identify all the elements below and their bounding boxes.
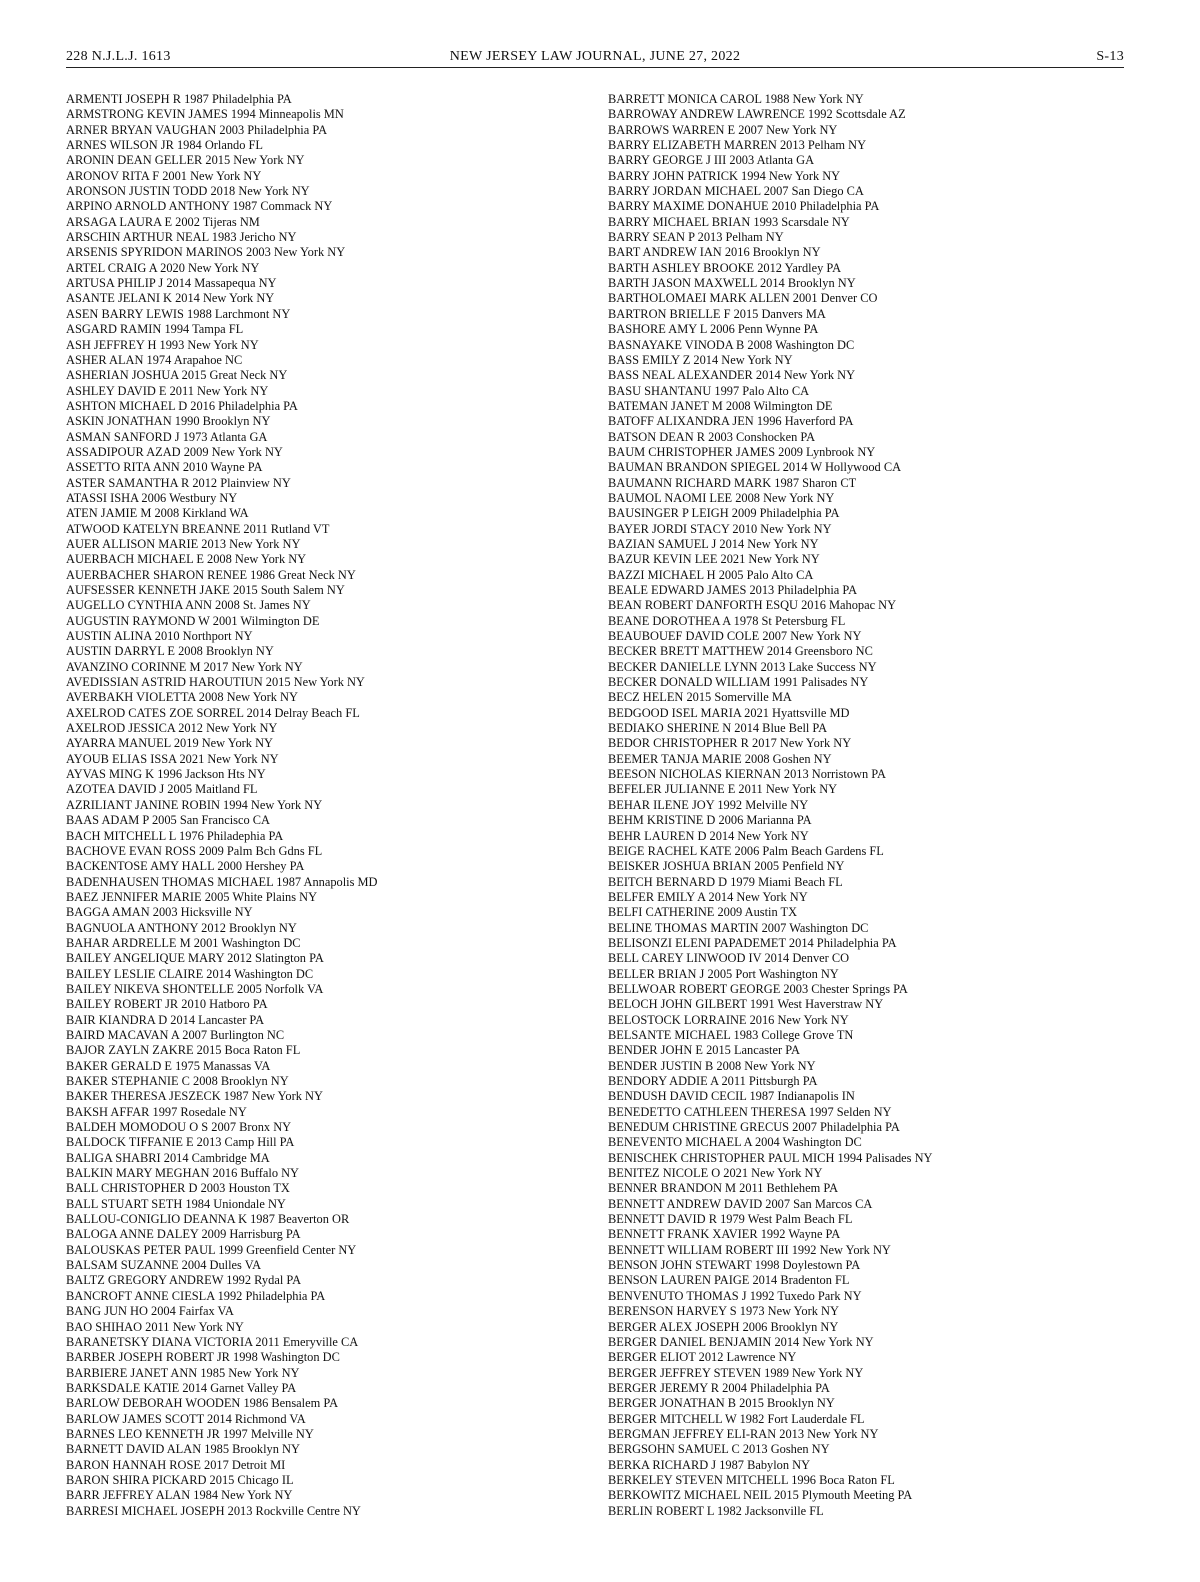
attorney-entry: ASANTE JELANI K 2014 New York NY — [66, 291, 275, 306]
attorney-entry: BARRY MICHAEL BRIAN 1993 Scarsdale NY — [608, 214, 850, 229]
attorney-entry: ARONIN DEAN GELLER 2015 New York NY — [66, 153, 305, 168]
attorney-entry: BENSON LAUREN PAIGE 2014 Bradenton FL — [608, 1273, 850, 1288]
attorney-entry: AUGELLO CYNTHIA ANN 2008 St. James NY — [66, 598, 311, 613]
attorney-entry: BAZUR KEVIN LEE 2021 New York NY — [608, 552, 820, 567]
attorney-entry: BAUMOL NAOMI LEE 2008 New York NY — [608, 490, 835, 505]
attorney-entry: BEISKER JOSHUA BRIAN 2005 Penfield NY — [608, 859, 845, 874]
attorney-entry: BELLER BRIAN J 2005 Port Washington NY — [608, 966, 839, 981]
attorney-entry: BAEZ JENNIFER MARIE 2005 White Plains NY — [66, 889, 318, 904]
attorney-entry: BARROWAY ANDREW LAWRENCE 1992 Scottsdale AZ — [608, 107, 906, 122]
attorney-entry: BECKER BRETT MATTHEW 2014 Greensboro NC — [608, 644, 873, 659]
attorney-entry: AYARRA MANUEL 2019 New York NY — [66, 736, 273, 751]
attorney-entry: BAILEY LESLIE CLAIRE 2014 Washington DC — [66, 966, 314, 981]
attorney-entry: BAILEY ROBERT JR 2010 Hatboro PA — [66, 997, 268, 1012]
attorney-entry: BARRY JOHN PATRICK 1994 New York NY — [608, 168, 841, 183]
attorney-entry: BAKER STEPHANIE C 2008 Brooklyn NY — [66, 1074, 289, 1088]
attorney-entry: BERKA RICHARD J 1987 Babylon NY — [608, 1457, 811, 1472]
attorney-entry: BENDER JUSTIN B 2008 New York NY — [608, 1058, 816, 1073]
attorney-entry: BENEDUM CHRISTINE GRECUS 2007 Philadelphia PA — [608, 1120, 900, 1135]
page-header — [66, 49, 1124, 68]
attorney-entry: ARONOV RITA F 2001 New York NY — [66, 168, 262, 183]
attorney-entry: ARTUSA PHILIP J 2014 Massapequa NY — [66, 276, 277, 291]
attorney-entry: BAYER JORDI STACY 2010 New York NY — [608, 521, 832, 536]
attorney-entry: AZRILIANT JANINE ROBIN 1994 New York NY — [66, 797, 323, 812]
attorney-entry: BARON SHIRA PICKARD 2015 Chicago IL — [66, 1472, 294, 1487]
attorney-entry: BAKER GERALD E 1975 Manassas VA — [66, 1058, 271, 1073]
attorney-entry: BANG JUN HO 2004 Fairfax VA — [66, 1304, 234, 1319]
attorney-entry: BELLWOAR ROBERT GEORGE 2003 Chester Springs PA — [608, 981, 908, 996]
attorney-entry: BENEVENTO MICHAEL A 2004 Washington DC — [608, 1135, 862, 1150]
attorney-entry: BARBER JOSEPH ROBERT JR 1998 Washington DC — [66, 1350, 340, 1365]
attorney-entry: BASS NEAL ALEXANDER 2014 New York NY — [608, 368, 856, 383]
attorney-entry: BARTRON BRIELLE F 2015 Danvers MA — [608, 306, 826, 321]
attorney-entry: BAILEY NIKEVA SHONTELLE 2005 Norfolk VA — [66, 981, 324, 996]
attorney-entry: BENNETT DAVID R 1979 West Palm Beach FL — [608, 1212, 853, 1227]
attorney-entry: BAUMANN RICHARD MARK 1987 Sharon CT — [608, 475, 857, 490]
attorney-entry: BEDIAKO SHERINE N 2014 Blue Bell PA — [608, 721, 828, 736]
attorney-entry: BELOSTOCK LORRAINE 2016 New York NY — [608, 1012, 849, 1027]
attorney-entry: ASHERIAN JOSHUA 2015 Great Neck NY — [66, 368, 288, 383]
attorney-entry: BARRY SEAN P 2013 Pelham NY — [608, 230, 784, 245]
attorney-entry: ASSETTO RITA ANN 2010 Wayne PA — [66, 460, 263, 475]
attorney-entry: ASKIN JONATHAN 1990 Brooklyn NY — [66, 414, 271, 429]
attorney-entry: BARRETT MONICA CAROL 1988 New York NY — [608, 92, 864, 106]
attorney-entry: BARTHOLOMAEI MARK ALLEN 2001 Denver CO — [608, 291, 878, 306]
attorney-entry: BALL CHRISTOPHER D 2003 Houston TX — [66, 1181, 290, 1196]
attorney-entry: BENNETT WILLIAM ROBERT III 1992 New York NY — [608, 1242, 891, 1257]
attorney-entry: ATWOOD KATELYN BREANNE 2011 Rutland VT — [66, 521, 330, 536]
attorney-entry: BEEMER TANJA MARIE 2008 Goshen NY — [608, 751, 832, 766]
attorney-entry: AUSTIN DARRYL E 2008 Brooklyn NY — [66, 644, 274, 659]
attorney-entry: BARTH JASON MAXWELL 2014 Brooklyn NY — [608, 276, 856, 291]
attorney-entry: BALSAM SUZANNE 2004 Dulles VA — [66, 1258, 262, 1273]
attorney-entry: BAGGA AMAN 2003 Hicksville NY — [66, 905, 253, 920]
attorney-entry: ARMSTRONG KEVIN JAMES 1994 Minneapolis MN — [66, 107, 344, 122]
attorney-entry: BARRESI MICHAEL JOSEPH 2013 Rockville Centre NY — [66, 1503, 361, 1518]
journal-title: NEW JERSEY LAW JOURNAL, JUNE 27, 2022 — [449, 49, 741, 64]
attorney-entry: BEESON NICHOLAS KIERNAN 2013 Norristown PA — [608, 767, 886, 782]
attorney-entry: BARON HANNAH ROSE 2017 Detroit MI — [66, 1457, 286, 1472]
attorney-entry: BATOFF ALIXANDRA JEN 1996 Haverford PA — [608, 414, 854, 429]
attorney-entry: BADENHAUSEN THOMAS MICHAEL 1987 Annapolis MD — [66, 874, 378, 889]
attorney-entry: BALTZ GREGORY ANDREW 1992 Rydal PA — [66, 1273, 302, 1288]
attorney-entry: BAIRD MACAVAN A 2007 Burlington NC — [66, 1027, 285, 1042]
attorney-entry: AVERBAKH VIOLETTA 2008 New York NY — [66, 690, 298, 705]
attorney-entry: BELOCH JOHN GILBERT 1991 West Haverstraw NY — [608, 997, 884, 1012]
attorney-entry: BAIR KIANDRA D 2014 Lancaster PA — [66, 1012, 265, 1027]
attorney-entry: BENITEZ NICOLE O 2021 New York NY — [608, 1166, 823, 1181]
attorney-entry: BAGNUOLA ANTHONY 2012 Brooklyn NY — [66, 920, 297, 935]
attorney-entry: ARONSON JUSTIN TODD 2018 New York NY — [66, 184, 310, 199]
right-column — [608, 92, 1128, 1519]
attorney-entry: BELINE THOMAS MARTIN 2007 Washington DC — [608, 920, 869, 935]
attorney-entry: AVEDISSIAN ASTRID HAROUTIUN 2015 New York NY — [66, 675, 365, 690]
attorney-entry: BARLOW JAMES SCOTT 2014 Richmond VA — [66, 1411, 306, 1426]
attorney-entry: ARPINO ARNOLD ANTHONY 1987 Commack NY — [66, 199, 333, 214]
attorney-entry: BERGER JEFFREY STEVEN 1989 New York NY — [608, 1365, 864, 1380]
attorney-entry: BALIGA SHABRI 2014 Cambridge MA — [66, 1150, 270, 1165]
attorney-entry: BERGER ALEX JOSEPH 2006 Brooklyn NY — [608, 1319, 839, 1334]
attorney-entry: BERKELEY STEVEN MITCHELL 1996 Boca Raton FL — [608, 1472, 895, 1487]
page-number: S-13 — [1096, 49, 1124, 64]
attorney-entry: BASNAYAKE VINODA B 2008 Washington DC — [608, 337, 855, 352]
attorney-entry: BATEMAN JANET M 2008 Wilmington DE — [608, 398, 833, 413]
attorney-entry: BALOGA ANNE DALEY 2009 Harrisburg PA — [66, 1227, 301, 1242]
attorney-entry: BEAN ROBERT DANFORTH ESQU 2016 Mahopac NY — [608, 598, 897, 613]
attorney-entry: BEDGOOD ISEL MARIA 2021 Hyattsville MD — [608, 705, 850, 720]
attorney-entry: BALKIN MARY MEGHAN 2016 Buffalo NY — [66, 1166, 300, 1181]
attorney-entry: AYOUB ELIAS ISSA 2021 New York NY — [66, 751, 279, 766]
attorney-entry: BENDER JOHN E 2015 Lancaster PA — [608, 1043, 800, 1058]
attorney-entry: ASMAN SANFORD J 1973 Atlanta GA — [66, 429, 268, 444]
attorney-entry: BERENSON HARVEY S 1973 New York NY — [608, 1304, 839, 1319]
attorney-entry: BAUMAN BRANDON SPIEGEL 2014 W Hollywood CA — [608, 460, 902, 475]
attorney-entry: ASHER ALAN 1974 Arapahoe NC — [66, 352, 243, 367]
attorney-entry: BALL STUART SETH 1984 Uniondale NY — [66, 1196, 286, 1211]
attorney-entry: BALLOU-CONIGLIO DEANNA K 1987 Beaverton OR — [66, 1212, 350, 1227]
attorney-entry: BASS EMILY Z 2014 New York NY — [608, 352, 793, 367]
attorney-entry: BEANE DOROTHEA A 1978 St Petersburg FL — [608, 613, 846, 628]
attorney-entry: BAJOR ZAYLN ZAKRE 2015 Boca Raton FL — [66, 1043, 301, 1058]
attorney-entry: BAKSH AFFAR 1997 Rosedale NY — [66, 1104, 247, 1119]
attorney-entry: AUER ALLISON MARIE 2013 New York NY — [66, 536, 301, 551]
attorney-entry: BERGER MITCHELL W 1982 Fort Lauderdale FL — [608, 1411, 865, 1426]
attorney-entry: AXELROD JESSICA 2012 New York NY — [66, 721, 278, 736]
attorney-entry: BAKER THERESA JESZECK 1987 New York NY — [66, 1089, 323, 1104]
attorney-entry: BANCROFT ANNE CIESLA 1992 Philadelphia PA — [66, 1288, 326, 1303]
attorney-entry: AUSTIN ALINA 2010 Northport NY — [66, 629, 253, 644]
attorney-entry: BAHAR ARDRELLE M 2001 Washington DC — [66, 935, 301, 950]
attorney-entry: AZOTEA DAVID J 2005 Maitland FL — [66, 782, 258, 797]
attorney-entry: BELSANTE MICHAEL 1983 College Grove TN — [608, 1027, 854, 1042]
attorney-entry: BERGER JONATHAN B 2015 Brooklyn NY — [608, 1396, 835, 1411]
attorney-entry: BEHR LAUREN D 2014 New York NY — [608, 828, 809, 843]
attorney-entry: BEIGE RACHEL KATE 2006 Palm Beach Gardens FL — [608, 843, 884, 858]
attorney-entry: AUERBACH MICHAEL E 2008 New York NY — [66, 552, 307, 567]
attorney-entry: ASH JEFFREY H 1993 New York NY — [66, 337, 259, 352]
attorney-entry: BENISCHEK CHRISTOPHER PAUL MICH 1994 Palisades NY — [608, 1150, 933, 1165]
attorney-entry: BAUM CHRISTOPHER JAMES 2009 Lynbrook NY — [608, 444, 876, 459]
attorney-entry: BARTH ASHLEY BROOKE 2012 Yardley PA — [608, 260, 842, 275]
attorney-entry: AUFSESSER KENNETH JAKE 2015 South Salem NY — [66, 583, 345, 597]
attorney-entry: BAUSINGER P LEIGH 2009 Philadelphia PA — [608, 506, 840, 521]
attorney-entry: BERGER ELIOT 2012 Lawrence NY — [608, 1350, 797, 1365]
attorney-entry: ASHTON MICHAEL D 2016 Philadelphia PA — [66, 398, 298, 413]
attorney-entry: BECKER DONALD WILLIAM 1991 Palisades NY — [608, 675, 869, 690]
attorney-entry: BAAS ADAM P 2005 San Francisco CA — [66, 813, 270, 828]
attorney-entry: BACHOVE EVAN ROSS 2009 Palm Bch Gdns FL — [66, 843, 323, 858]
attorney-entry: BAZIAN SAMUEL J 2014 New York NY — [608, 536, 819, 551]
attorney-entry: ARSAGA LAURA E 2002 Tijeras NM — [66, 214, 260, 229]
attorney-entry: BERLIN ROBERT L 1982 Jacksonville FL — [608, 1503, 824, 1518]
attorney-entry: BENEDETTO CATHLEEN THERESA 1997 Selden NY — [608, 1104, 892, 1119]
attorney-entry: BATSON DEAN R 2003 Conshocken PA — [608, 429, 816, 444]
attorney-entry: BARBIERE JANET ANN 1985 New York NY — [66, 1365, 300, 1380]
attorney-entry: BARKSDALE KATIE 2014 Garnet Valley PA — [66, 1380, 297, 1395]
attorney-entry: ASEN BARRY LEWIS 1988 Larchmont NY — [66, 306, 291, 321]
attorney-entry: ARTEL CRAIG A 2020 New York NY — [66, 260, 260, 275]
attorney-entry: BEHAR ILENE JOY 1992 Melville NY — [608, 797, 809, 812]
attorney-entry: BEITCH BERNARD D 1979 Miami Beach FL — [608, 874, 843, 889]
attorney-entry: BAZZI MICHAEL H 2005 Palo Alto CA — [608, 567, 814, 582]
attorney-entry: BARRY GEORGE J III 2003 Atlanta GA — [608, 153, 815, 168]
attorney-entry: BELFI CATHERINE 2009 Austin TX — [608, 905, 798, 920]
attorney-entry: ASTER SAMANTHA R 2012 Plainview NY — [66, 475, 291, 490]
attorney-entry: BERGER JEREMY R 2004 Philadelphia PA — [608, 1380, 830, 1395]
attorney-entry: BACKENTOSE AMY HALL 2000 Hershey PA — [66, 859, 305, 874]
attorney-entry: BACH MITCHELL L 1976 Philadephia PA — [66, 828, 284, 843]
attorney-entry: BELFER EMILY A 2014 New York NY — [608, 889, 808, 904]
attorney-entry: ARNES WILSON JR 1984 Orlando FL — [66, 138, 263, 153]
attorney-entry: BERGER DANIEL BENJAMIN 2014 New York NY — [608, 1334, 874, 1349]
attorney-entry: BEALE EDWARD JAMES 2013 Philadelphia PA — [608, 583, 858, 597]
attorney-entry: ARSCHIN ARTHUR NEAL 1983 Jericho NY — [66, 230, 297, 245]
attorney-entry: ASSADIPOUR AZAD 2009 New York NY — [66, 444, 283, 459]
attorney-entry: ATEN JAMIE M 2008 Kirkland WA — [66, 506, 249, 521]
attorney-entry: BARR JEFFREY ALAN 1984 New York NY — [66, 1488, 293, 1503]
attorney-entry: BALDOCK TIFFANIE E 2013 Camp Hill PA — [66, 1135, 295, 1150]
attorney-entry: BELISONZI ELENI PAPADEMET 2014 Philadelphia PA — [608, 935, 897, 950]
attorney-entry: BARRY MAXIME DONAHUE 2010 Philadelphia PA — [608, 199, 880, 214]
attorney-entry: AXELROD CATES ZOE SORREL 2014 Delray Beach FL — [66, 705, 360, 720]
attorney-entry: ARSENIS SPYRIDON MARINOS 2003 New York NY — [66, 245, 346, 260]
attorney-entry: ARNER BRYAN VAUGHAN 2003 Philadelphia PA — [66, 122, 328, 137]
attorney-entry: BASU SHANTANU 1997 Palo Alto CA — [608, 383, 810, 398]
attorney-entry: BELL CAREY LINWOOD IV 2014 Denver CO — [608, 951, 850, 966]
attorney-entry: BARROWS WARREN E 2007 New York NY — [608, 122, 838, 137]
attorney-entry: BEFELER JULIANNE E 2011 New York NY — [608, 782, 838, 797]
attorney-entry: BASHORE AMY L 2006 Penn Wynne PA — [608, 322, 819, 337]
attorney-entry: BARANETSKY DIANA VICTORIA 2011 Emeryville CA — [66, 1334, 359, 1349]
attorney-entry: BARRY ELIZABETH MARREN 2013 Pelham NY — [608, 138, 867, 153]
attorney-entry: BARNES LEO KENNETH JR 1997 Melville NY — [66, 1426, 314, 1441]
attorney-entry: BARRY JORDAN MICHAEL 2007 San Diego CA — [608, 184, 864, 199]
attorney-entry: ARMENTI JOSEPH R 1987 Philadelphia PA — [66, 92, 292, 106]
citation: 228 N.J.L.J. 1613 — [66, 49, 171, 64]
attorney-entry: AYVAS MING K 1996 Jackson Hts NY — [66, 767, 266, 782]
attorney-entry: BEHM KRISTINE D 2006 Marianna PA — [608, 813, 812, 828]
attorney-entry: BENDUSH DAVID CECIL 1987 Indianapolis IN — [608, 1089, 855, 1104]
attorney-entry: BENDORY ADDIE A 2011 Pittsburgh PA — [608, 1074, 818, 1088]
attorney-entry: BECKER DANIELLE LYNN 2013 Lake Success NY — [608, 659, 877, 674]
attorney-entry: BART ANDREW IAN 2016 Brooklyn NY — [608, 245, 821, 260]
attorney-entry: ATASSI ISHA 2006 Westbury NY — [66, 490, 238, 505]
attorney-entry: AVANZINO CORINNE M 2017 New York NY — [66, 659, 303, 674]
attorney-entry: BALDEH MOMODOU O S 2007 Bronx NY — [66, 1120, 292, 1135]
attorney-entry: BEDOR CHRISTOPHER R 2017 New York NY — [608, 736, 852, 751]
attorney-entry: BERGMAN JEFFREY ELI-RAN 2013 New York NY — [608, 1426, 879, 1441]
attorney-entry: BARNETT DAVID ALAN 1985 Brooklyn NY — [66, 1442, 300, 1457]
attorney-entry: BALOUSKAS PETER PAUL 1999 Greenfield Center NY — [66, 1242, 357, 1257]
attorney-entry: BENSON JOHN STEWART 1998 Doylestown PA — [608, 1258, 861, 1273]
attorney-entry: BENVENUTO THOMAS J 1992 Tuxedo Park NY — [608, 1288, 862, 1303]
attorney-entry: BECZ HELEN 2015 Somerville MA — [608, 690, 792, 705]
attorney-entry: BENNER BRANDON M 2011 Bethlehem PA — [608, 1181, 839, 1196]
attorney-entry: AUERBACHER SHARON RENEE 1986 Great Neck NY — [66, 567, 356, 582]
attorney-entry: BAO SHIHAO 2011 New York NY — [66, 1319, 244, 1334]
attorney-entry: ASHLEY DAVID E 2011 New York NY — [66, 383, 269, 398]
attorney-entry: BENNETT FRANK XAVIER 1992 Wayne PA — [608, 1227, 841, 1242]
attorney-entry: BARLOW DEBORAH WOODEN 1986 Bensalem PA — [66, 1396, 339, 1411]
attorney-entry: BERKOWITZ MICHAEL NEIL 2015 Plymouth Meeting PA — [608, 1488, 913, 1503]
attorney-entry: BEAUBOUEF DAVID COLE 2007 New York NY — [608, 629, 862, 644]
attorney-entry: BAILEY ANGELIQUE MARY 2012 Slatington PA — [66, 951, 324, 966]
attorney-entry: BERGSOHN SAMUEL C 2013 Goshen NY — [608, 1442, 830, 1457]
left-column — [66, 92, 586, 1519]
attorney-entry: BENNETT ANDREW DAVID 2007 San Marcos CA — [608, 1196, 873, 1211]
attorney-entry: ASGARD RAMIN 1994 Tampa FL — [66, 322, 244, 337]
attorney-entry: AUGUSTIN RAYMOND W 2001 Wilmington DE — [66, 613, 320, 628]
